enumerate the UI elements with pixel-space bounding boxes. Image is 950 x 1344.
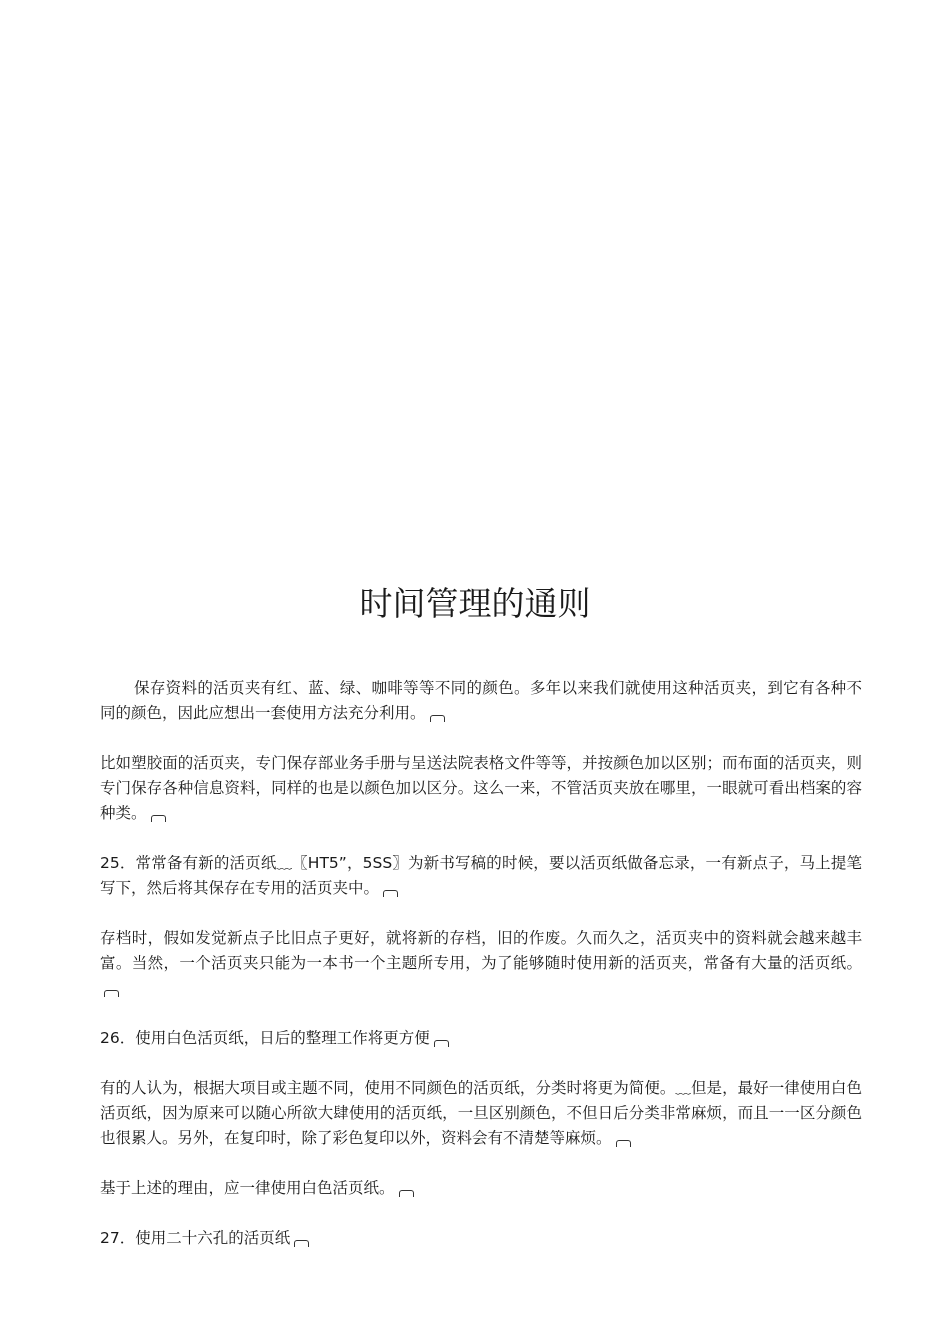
paragraph-text: 基于上述的理由，应一律使用白色活页纸。 bbox=[100, 1179, 395, 1197]
paragraph-text: 存档时，假如发觉新点子比旧点子更好，就将新的存档，旧的作废。久而久之，活页夹中的资料就会越来越丰富。当然，一个活页夹只能为一本书一个主题所专用，为了能够随时使用新的活页夹，常备有大量的活页纸。 bbox=[100, 929, 862, 972]
paragraph-text: 有的人认为，根据大项目或主题不同，使用不同颜色的活页纸，分类时将更为简便。﹏但是，最好一律使用白色活页纸，因为原来可以随心所欲大肆使用的活页纸，一旦区别颜色，不但日后分类非常麻烦，而且一一区分颜色也很累人。另外，在复印时，除了彩色复印以外，资料会有不清楚等麻烦。 bbox=[100, 1079, 862, 1147]
paragraph-end-mark-icon bbox=[151, 815, 166, 822]
paragraph-end-mark-icon bbox=[383, 890, 398, 897]
paragraph bbox=[100, 1076, 862, 1151]
paragraph-text: 保存资料的活页夹有红、蓝、绿、咖啡等等不同的颜色。多年以来我们就使用这种活页夹，到它有各种不同的颜色，因此应想出一套使用方法充分利用。 bbox=[100, 679, 862, 722]
paragraph-end-mark-icon bbox=[430, 715, 445, 722]
paragraph-end-mark-icon bbox=[399, 1190, 414, 1197]
paragraph-text: 25．常常备有新的活页纸﹏〖HT5”，5SS〗为新书写稿的时候，要以活页纸做备忘录，一有新点子，马上提笔写下，然后将其保存在专用的活页夹中。 bbox=[100, 854, 862, 897]
paragraph-text: 26．使用白色活页纸，日后的整理工作将更方便 bbox=[100, 1029, 430, 1047]
paragraph bbox=[100, 926, 862, 1001]
paragraph-text: 27．使用二十六孔的活页纸 bbox=[100, 1229, 291, 1247]
paragraph bbox=[100, 851, 862, 901]
paragraph-end-mark-icon bbox=[104, 990, 119, 997]
document-title: 时间管理的通则 bbox=[359, 584, 591, 623]
paragraph-end-mark-icon bbox=[294, 1240, 309, 1247]
paragraph bbox=[100, 1176, 862, 1201]
paragraph-text: 比如塑胶面的活页夹，专门保存部业务手册与呈送法院表格文件等等，并按颜色加以区别；而布面的活页夹，则专门保存各种信息资料，同样的也是以颜色加以区分。这么一来，不管活页夹放在哪里，一眼就可看出档案的容种类。 bbox=[100, 754, 862, 822]
section-heading-26 bbox=[100, 1026, 862, 1051]
paragraph bbox=[100, 751, 862, 826]
document-body bbox=[100, 676, 862, 1276]
section-heading-27 bbox=[100, 1226, 862, 1251]
paragraph bbox=[100, 676, 862, 726]
paragraph-end-mark-icon bbox=[616, 1140, 631, 1147]
paragraph-end-mark-icon bbox=[434, 1040, 449, 1047]
